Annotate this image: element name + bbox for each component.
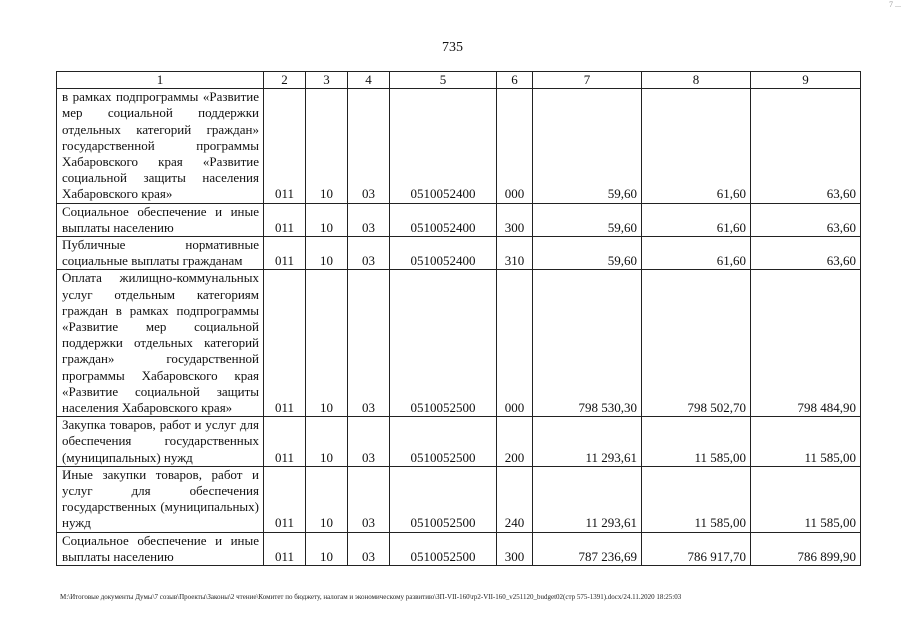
row-value-cell: 03 [348,417,390,467]
row-name-cell: Публичные нормативные социальные выплаты гражданам [57,237,264,270]
row-value-cell: 63,60 [751,89,861,203]
row-value-cell: 798 502,70 [642,270,751,417]
row-value-cell: 0510052500 [390,417,497,467]
row-value-cell: 10 [306,270,348,417]
table-row [57,89,861,203]
row-value-cell: 10 [306,237,348,270]
header-cell: 6 [497,72,533,89]
row-value-cell: 0510052500 [390,532,497,565]
row-value-cell: 63,60 [751,203,861,236]
table-row [57,270,861,417]
row-value-cell: 0510052400 [390,237,497,270]
row-value-cell: 03 [348,89,390,203]
table-row [57,417,861,467]
row-value-cell: 10 [306,532,348,565]
row-value-cell: 011 [264,532,306,565]
document-path-footer: M:\Итоговые документы Думы\7 созыв\Проекты\Законы\2 чтение\Комитет по бюджету, налогам и экономическому развитию\ЗП-VII-160\rp2-VII-160_v251120_budget02(стр 575-1391).docx/24.11.2020 18:25:03 [60,593,682,601]
row-value-cell: 011 [264,237,306,270]
row-value-cell: 200 [497,417,533,467]
header-cell: 3 [306,72,348,89]
row-value-cell: 310 [497,237,533,270]
header-cell: 1 [57,72,264,89]
row-value-cell: 10 [306,89,348,203]
table-row [57,203,861,236]
row-value-cell: 10 [306,417,348,467]
row-value-cell: 59,60 [533,89,642,203]
header-cell: 7 [533,72,642,89]
header-cell: 2 [264,72,306,89]
header-cell: 5 [390,72,497,89]
row-name-cell: Социальное обеспечение и иные выплаты населению [57,203,264,236]
row-value-cell: 786 899,90 [751,532,861,565]
row-value-cell: 0510052400 [390,203,497,236]
row-value-cell: 03 [348,270,390,417]
row-value-cell: 03 [348,237,390,270]
row-value-cell: 59,60 [533,237,642,270]
corner-mark: 7 ... [889,0,901,9]
row-value-cell: 300 [497,203,533,236]
row-value-cell: 63,60 [751,237,861,270]
row-name-cell: Закупка товаров, работ и услуг для обеспечения государственных (муниципальных) нужд [57,417,264,467]
row-name-cell: Оплата жилищно-коммунальных услуг отдельным категориям граждан в рамках подпрограммы «Развитие мер социальной поддержки отдельных категорий граждан» государственной программы Хабаровского края «Развитие социальной защиты населения Хабаровского края» [57,270,264,417]
row-value-cell: 798 484,90 [751,270,861,417]
header-cell: 8 [642,72,751,89]
budget-table [56,71,861,566]
row-value-cell: 000 [497,89,533,203]
row-value-cell: 03 [348,466,390,532]
row-value-cell: 61,60 [642,203,751,236]
row-value-cell: 011 [264,203,306,236]
row-value-cell: 11 585,00 [642,466,751,532]
row-value-cell: 61,60 [642,89,751,203]
row-name-cell: в рамках подпрограммы «Развитие мер социальной поддержки отдельных категорий граждан» государственной программы Хабаровского края «Развитие социальной защиты населения Хабаровского края» [57,89,264,203]
table-row [57,532,861,565]
row-value-cell: 0510052500 [390,270,497,417]
row-value-cell: 59,60 [533,203,642,236]
row-value-cell: 787 236,69 [533,532,642,565]
row-name-cell: Иные закупки товаров, работ и услуг для обеспечения государственных (муниципальных) нужд [57,466,264,532]
row-value-cell: 798 530,30 [533,270,642,417]
row-value-cell: 61,60 [642,237,751,270]
row-value-cell: 300 [497,532,533,565]
row-value-cell: 011 [264,417,306,467]
row-value-cell: 03 [348,203,390,236]
row-value-cell: 000 [497,270,533,417]
header-cell: 4 [348,72,390,89]
row-value-cell: 0510052400 [390,89,497,203]
row-value-cell: 011 [264,270,306,417]
table-row [57,237,861,270]
row-value-cell: 0510052500 [390,466,497,532]
row-value-cell: 011 [264,89,306,203]
row-value-cell: 11 293,61 [533,466,642,532]
row-value-cell: 10 [306,466,348,532]
row-value-cell: 03 [348,532,390,565]
table-row [57,466,861,532]
row-value-cell: 11 585,00 [751,417,861,467]
row-value-cell: 240 [497,466,533,532]
row-value-cell: 11 585,00 [642,417,751,467]
row-value-cell: 011 [264,466,306,532]
row-value-cell: 11 585,00 [751,466,861,532]
header-cell: 9 [751,72,861,89]
row-value-cell: 786 917,70 [642,532,751,565]
row-value-cell: 10 [306,203,348,236]
header-row [57,72,861,89]
row-name-cell: Социальное обеспечение и иные выплаты населению [57,532,264,565]
row-value-cell: 11 293,61 [533,417,642,467]
page-number: 735 [442,40,463,55]
